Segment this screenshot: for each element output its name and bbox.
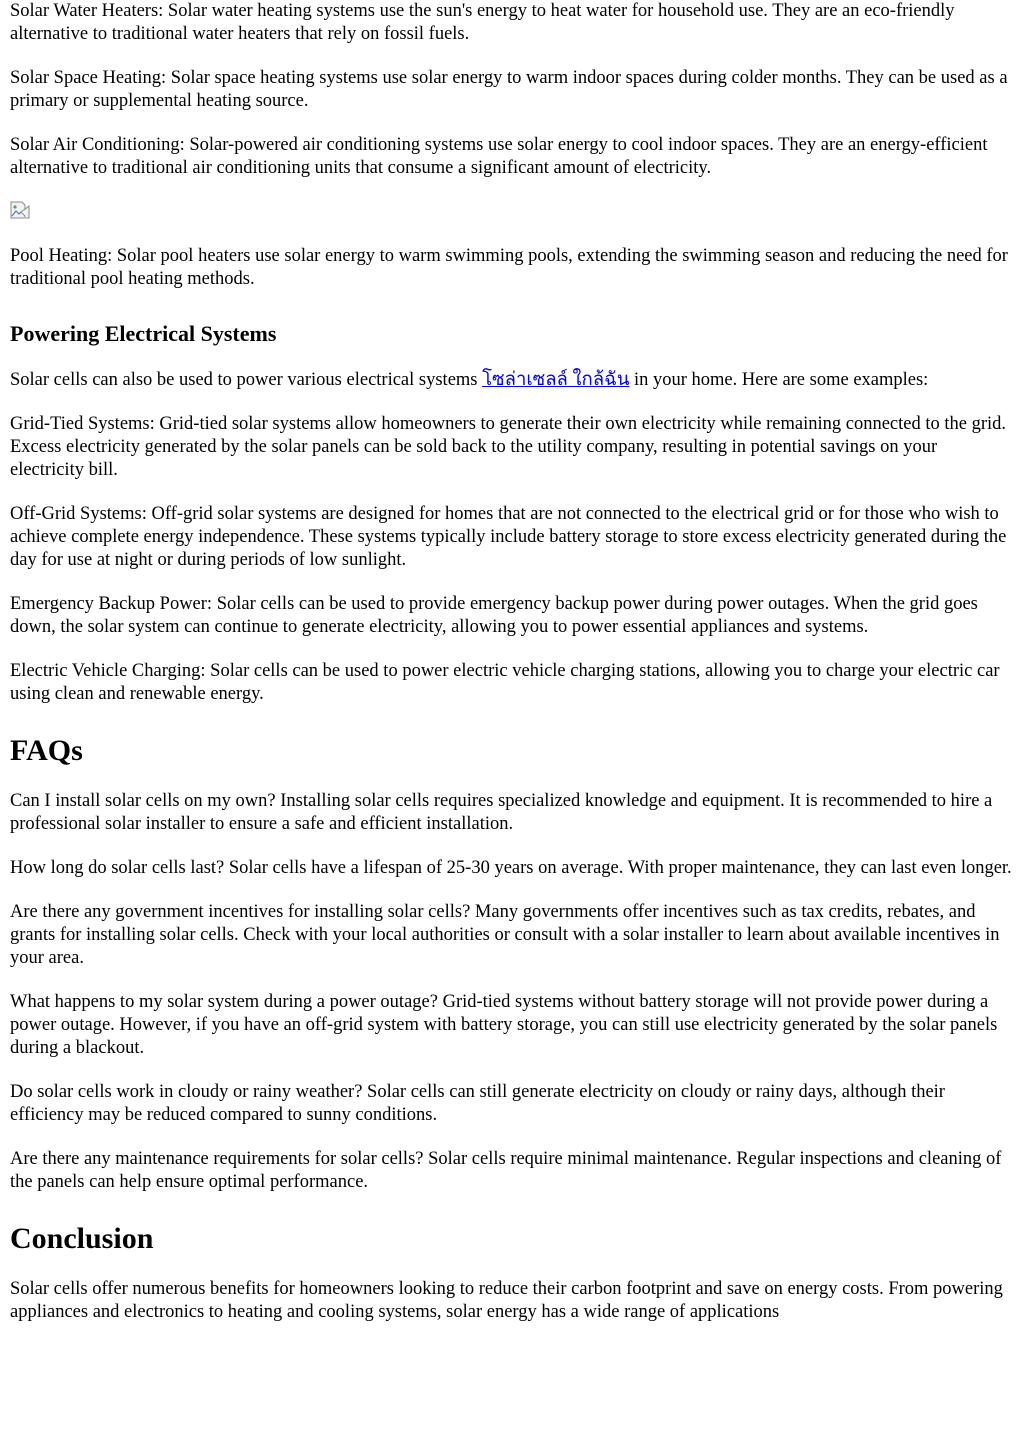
paragraph-ev-charging: Electric Vehicle Charging: Solar cells can be used to power electric vehicle charging stations, allowing you to charge your electric car using clean and renewable energy. xyxy=(10,661,1000,704)
heading-powering-electrical-systems: Powering Electrical Systems xyxy=(10,321,277,346)
faq-item: Can I install solar cells on my own? Installing solar cells requires specialized knowledge and equipment. It is recommended to hire a professional solar installer to ensure a safe and efficient installation. xyxy=(10,791,993,834)
paragraph-grid-tied: Grid-Tied Systems: Grid-tied solar systems allow homeowners to generate their own electricity while remaining connected to the grid. Excess electricity generated by the solar panels can be sold back to the utility company, resulting in potential savings on your electricity bill. xyxy=(10,414,1007,480)
intro-text-before: Solar cells can also be used to power various electrical systems xyxy=(10,370,483,390)
faq-item: What happens to my solar system during a power outage? Grid-tied systems without battery storage will not provide power during a power outage. However, if you have an off-grid system with battery storage, you can still use electricity generated by the solar panels during a blackout. xyxy=(10,992,998,1058)
faq-item: Are there any government incentives for installing solar cells? Many governments offer incentives such as tax credits, rebates, and grants for installing solar cells. Check with your local authorities or consult with a solar installer to learn about available incentives in your area. xyxy=(10,902,1000,968)
paragraph-off-grid: Off-Grid Systems: Off-grid solar systems are designed for homes that are not connected to the electrical grid or for those who wish to achieve complete energy independence. These systems typically include battery storage to store excess electricity generated during the day for use at night or during periods of low sunlight. xyxy=(10,504,1007,570)
heading-faqs: FAQs xyxy=(10,734,83,767)
faq-item: Are there any maintenance requirements for solar cells? Solar cells require minimal maintenance. Regular inspections and cleaning of the panels can help ensure optimal performance. xyxy=(10,1149,1002,1192)
paragraph-solar-space-heating: Solar Space Heating: Solar space heating systems use solar energy to warm indoor spaces during colder months. They can be used as a primary or supplemental heating source. xyxy=(10,68,1008,111)
intro-text-after: in your home. Here are some examples: xyxy=(629,370,929,390)
paragraph-emergency-backup: Emergency Backup Power: Solar cells can be used to provide emergency backup power during power outages. When the grid goes down, the solar system can continue to generate electricity, allowing you to power essential appliances and systems. xyxy=(10,594,978,637)
paragraph-powering-intro xyxy=(10,369,1014,392)
paragraph-solar-water-heaters: Solar Water Heaters: Solar water heating systems use the sun's energy to heat water for household use. They are an eco-friendly alternative to traditional water heaters that rely on fossil fuels. xyxy=(10,1,955,44)
faq-item: How long do solar cells last? Solar cells have a lifespan of 25-30 years on average. With proper maintenance, they can last even longer. xyxy=(10,858,1012,878)
paragraph-solar-air-conditioning: Solar Air Conditioning: Solar-powered air conditioning systems use solar energy to cool indoor spaces. They are an energy-efficient alternative to traditional air conditioning units that consume a significant amount of electricity. xyxy=(10,135,988,178)
paragraph-pool-heating: Pool Heating: Solar pool heaters use solar energy to warm swimming pools, extending the swimming season and reducing the need for traditional pool heating methods. xyxy=(10,246,1008,289)
solar-cell-link[interactable]: โซล่าเซลล์ ใกล้ฉัน xyxy=(482,370,630,390)
paragraph-conclusion: Solar cells offer numerous benefits for homeowners looking to reduce their carbon footprint and save on energy costs. From powering appliances and electronics to heating and cooling systems, solar energy has a wide range of applications xyxy=(10,1279,1003,1322)
heading-conclusion: Conclusion xyxy=(10,1222,154,1255)
faq-item: Do solar cells work in cloudy or rainy weather? Solar cells can still generate electricity on cloudy or rainy days, although their efficiency may be reduced compared to sunny conditions. xyxy=(10,1082,945,1125)
broken-image-icon xyxy=(10,201,30,219)
